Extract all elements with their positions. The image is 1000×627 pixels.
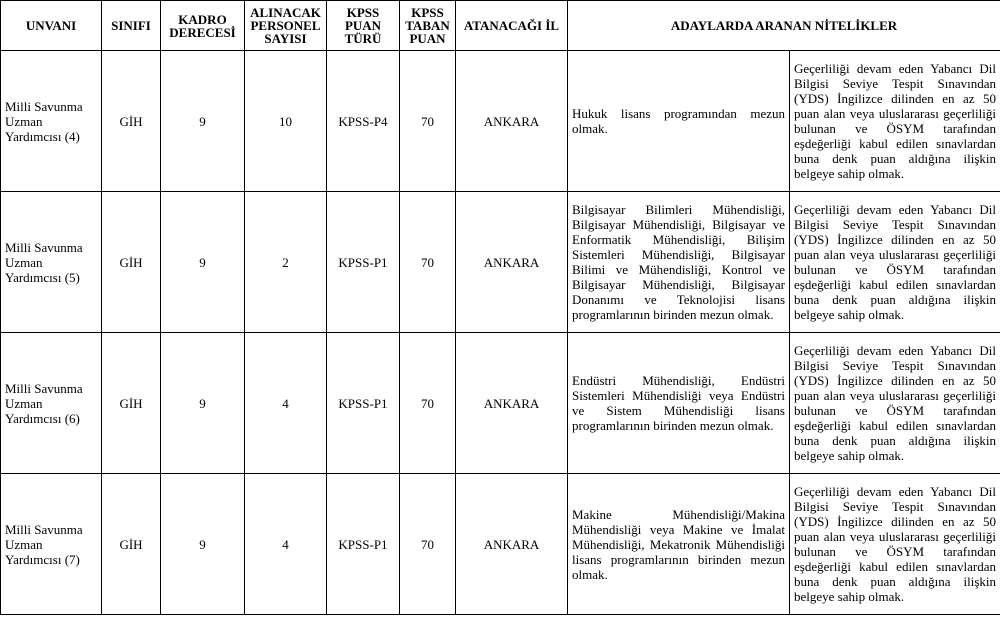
cell-personel-sayisi: 10	[245, 51, 327, 192]
cell-unvan: Milli Savunma Uzman Yardımcısı (4)	[1, 51, 102, 192]
cell-taban-puan: 70	[400, 333, 456, 474]
cell-ogrenim-sarti: Hukuk lisans programından mezun olmak.	[568, 51, 790, 192]
cell-il: ANKARA	[456, 192, 568, 333]
cell-il: ANKARA	[456, 51, 568, 192]
cell-il: ANKARA	[456, 333, 568, 474]
cell-ogrenim-sarti: Makine Mühendisliği/Makina Mühendisliği veya Makine ve İmalat Mühendisliği, Mekatronik Mühendisliği lisans programlarının birinden mezun olmak.	[568, 474, 790, 615]
cell-ogrenim-sarti: Endüstri Mühendisliği, Endüstri Sistemleri Mühendisliği veya Endüstri ve Sistem Mühendisliği lisans programlarının birinden mezun olmak.	[568, 333, 790, 474]
table-row	[1, 333, 1000, 474]
cell-dil-sarti: Geçerliliği devam eden Yabancı Dil Bilgisi Seviye Tespit Sınavından (YDS) İngilizce dilinden en az 50 puan alan veya uluslararası geçerliliği bulunan ve ÖSYM tarafından eşdeğerliği kabul edilen sınavlardan buna denk puan aldığına ilişkin belgeye sahip olmak.	[790, 192, 1000, 333]
table-row	[1, 474, 1000, 615]
cell-dil-sarti: Geçerliliği devam eden Yabancı Dil Bilgisi Seviye Tespit Sınavından (YDS) İngilizce dilinden en az 50 puan alan veya uluslararası geçerliliği bulunan ve ÖSYM tarafından eşdeğerliği kabul edilen sınavlardan buna denk puan aldığına ilişkin belgeye sahip olmak.	[790, 333, 1000, 474]
header-kpss-puan-turu: KPSS PUAN TÜRÜ	[327, 1, 400, 51]
cell-personel-sayisi: 2	[245, 192, 327, 333]
header-alinacak-personel: ALINACAK PERSONEL SAYISI	[245, 1, 327, 51]
cell-sinif: GİH	[102, 474, 161, 615]
cell-il: ANKARA	[456, 474, 568, 615]
table-row	[1, 51, 1000, 192]
cell-personel-sayisi: 4	[245, 474, 327, 615]
header-unvan: UNVANI	[1, 1, 102, 51]
cell-kadro: 9	[161, 51, 245, 192]
cell-kadro: 9	[161, 474, 245, 615]
table-row	[1, 192, 1000, 333]
header-kadro-derecesi: KADRO DERECESİ	[161, 1, 245, 51]
cell-puan-turu: KPSS-P1	[327, 474, 400, 615]
cell-kadro: 9	[161, 333, 245, 474]
cell-dil-sarti: Geçerliliği devam eden Yabancı Dil Bilgisi Seviye Tespit Sınavından (YDS) İngilizce dilinden en az 50 puan alan veya uluslararası geçerliliği bulunan ve ÖSYM tarafından eşdeğerliği kabul edilen sınavlardan buna denk puan aldığına ilişkin belgeye sahip olmak.	[790, 474, 1000, 615]
cell-taban-puan: 70	[400, 51, 456, 192]
cell-unvan: Milli Savunma Uzman Yardımcısı (6)	[1, 333, 102, 474]
cell-sinif: GİH	[102, 333, 161, 474]
header-atanacagi-il: ATANACAĞI İL	[456, 1, 568, 51]
cell-taban-puan: 70	[400, 474, 456, 615]
header-aranan-nitelikler: ADAYLARDA ARANAN NİTELİKLER	[568, 1, 1000, 51]
cell-puan-turu: KPSS-P1	[327, 333, 400, 474]
cell-sinif: GİH	[102, 51, 161, 192]
cell-taban-puan: 70	[400, 192, 456, 333]
cell-puan-turu: KPSS-P1	[327, 192, 400, 333]
cell-ogrenim-sarti: Bilgisayar Bilimleri Mühendisliği, Bilgisayar Mühendisliği, Bilgisayar ve Enformatik Mühendisliği, Bilişim Sistemleri Mühendisliği, Bilgisayar Bilimi ve Mühendisliği, Kontrol ve Bilgisayar Mühendisliği, Bilgisayar Donanımı ve Teknolojisi lisans programlarının birinden mezun olmak.	[568, 192, 790, 333]
cell-personel-sayisi: 4	[245, 333, 327, 474]
header-row	[1, 1, 1000, 51]
cell-puan-turu: KPSS-P4	[327, 51, 400, 192]
cell-kadro: 9	[161, 192, 245, 333]
cell-sinif: GİH	[102, 192, 161, 333]
cell-dil-sarti: Geçerliliği devam eden Yabancı Dil Bilgisi Seviye Tespit Sınavından (YDS) İngilizce dilinden en az 50 puan alan veya uluslararası geçerliliği bulunan ve ÖSYM tarafından eşdeğerliği kabul edilen sınavlardan buna denk puan aldığına ilişkin belgeye sahip olmak.	[790, 51, 1000, 192]
cell-unvan: Milli Savunma Uzman Yardımcısı (7)	[1, 474, 102, 615]
header-kpss-taban-puan: KPSS TABAN PUAN	[400, 1, 456, 51]
header-sinif: SINIFI	[102, 1, 161, 51]
cell-unvan: Milli Savunma Uzman Yardımcısı (5)	[1, 192, 102, 333]
